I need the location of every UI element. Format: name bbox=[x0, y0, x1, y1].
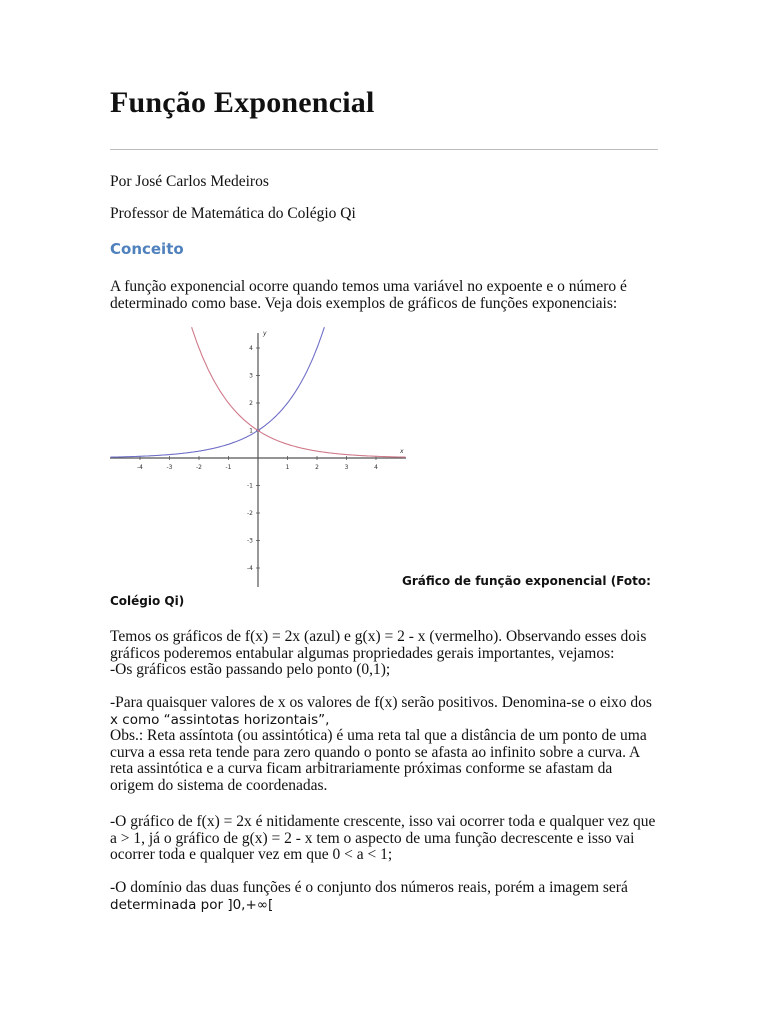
author-line: Por José Carlos Medeiros bbox=[110, 173, 269, 190]
y-tick-label: 4 bbox=[249, 345, 253, 352]
text-line: reta assintótica e a curva ficam arbitrariamente próximas conforme se afastam da bbox=[110, 760, 613, 777]
y-tick-label: -2 bbox=[247, 510, 253, 517]
curve-red bbox=[192, 327, 406, 457]
text-line: -O gráfico de f(x) = 2x é nitidamente crescente, isso vai ocorrer toda e qualquer vez que bbox=[110, 813, 656, 830]
text-line: a > 1, já o gráfico de g(x) = 2 - x tem o aspecto de uma função decrescente e isso vai bbox=[110, 829, 635, 847]
y-axis-label: y bbox=[263, 330, 267, 337]
text-line: -Os gráficos estão passando pelo ponto (0,1); bbox=[110, 661, 391, 678]
profession-line: Professor de Matemática do Colégio Qi bbox=[110, 205, 356, 222]
figure-caption-continued: Colégio Qi) bbox=[110, 594, 185, 608]
growth-paragraph bbox=[110, 814, 660, 864]
x-tick-label: 3 bbox=[344, 464, 349, 471]
text-line: -O domínio das duas funções é o conjunto dos números reais, porém a imagem será bbox=[110, 879, 628, 896]
y-tick-label: 3 bbox=[249, 372, 253, 380]
y-tick-label: -4 bbox=[247, 565, 253, 572]
text-line: origem do sistema de coordenadas. bbox=[110, 776, 328, 794]
figure-caption: Gráfico de função exponencial (Foto: bbox=[402, 574, 651, 588]
x-tick-label: -2 bbox=[196, 464, 202, 471]
y-tick-label: -1 bbox=[247, 482, 253, 490]
x-tick-label: -3 bbox=[166, 464, 173, 471]
text-line-alt-font: x como “assintotas horizontais”, bbox=[110, 711, 330, 728]
text-line: curva a essa reta tende para zero quando o ponto se afasta ao infinito sobre a curva. A bbox=[110, 743, 641, 761]
text-line: ocorrer toda e qualquer vez em que 0 < a < 1; bbox=[110, 846, 393, 863]
curve-blue bbox=[111, 327, 325, 457]
text-line: gráficos poderemos entabular algumas propriedades gerais importantes, vejamos: bbox=[110, 644, 615, 662]
text-line: Temos os gráficos de f(x) = 2x (azul) e g(x) = 2 - x (vermelho). Observando esses dois bbox=[110, 628, 647, 645]
y-tick-label: 2 bbox=[249, 400, 253, 407]
y-tick-label: -3 bbox=[247, 537, 253, 545]
properties-paragraph bbox=[110, 629, 660, 679]
y-tick-label: 1 bbox=[249, 427, 253, 435]
x-tick-label: 2 bbox=[315, 464, 319, 471]
domain-paragraph bbox=[110, 880, 660, 913]
document-title: Função Exponencial bbox=[110, 86, 375, 119]
asymptote-paragraph bbox=[110, 695, 660, 794]
x-tick-label: -4 bbox=[137, 464, 143, 471]
section-heading: Conceito bbox=[110, 240, 184, 258]
title-divider bbox=[110, 149, 658, 150]
text-line: Obs.: Reta assíntota (ou assintótica) é uma reta tal que a distância de um ponto de uma bbox=[110, 727, 647, 744]
intro-paragraph: A função exponencial ocorre quando temos uma variável no expoente e o número é determinado como base. Veja dois exemplos de gráficos de funções exponenciais: bbox=[110, 278, 627, 312]
exponential-graph bbox=[108, 325, 408, 590]
x-axis-label: x bbox=[400, 448, 404, 455]
text-line: -Para quaisquer valores de x os valores de f(x) serão positivos. Denomina-se o eixo dos bbox=[110, 694, 652, 711]
x-tick-label: 4 bbox=[374, 464, 378, 471]
text-line-alt-font: determinada por ]0,+∞[ bbox=[110, 896, 274, 913]
x-tick-label: -1 bbox=[225, 464, 232, 471]
x-tick-label: 1 bbox=[285, 464, 290, 471]
